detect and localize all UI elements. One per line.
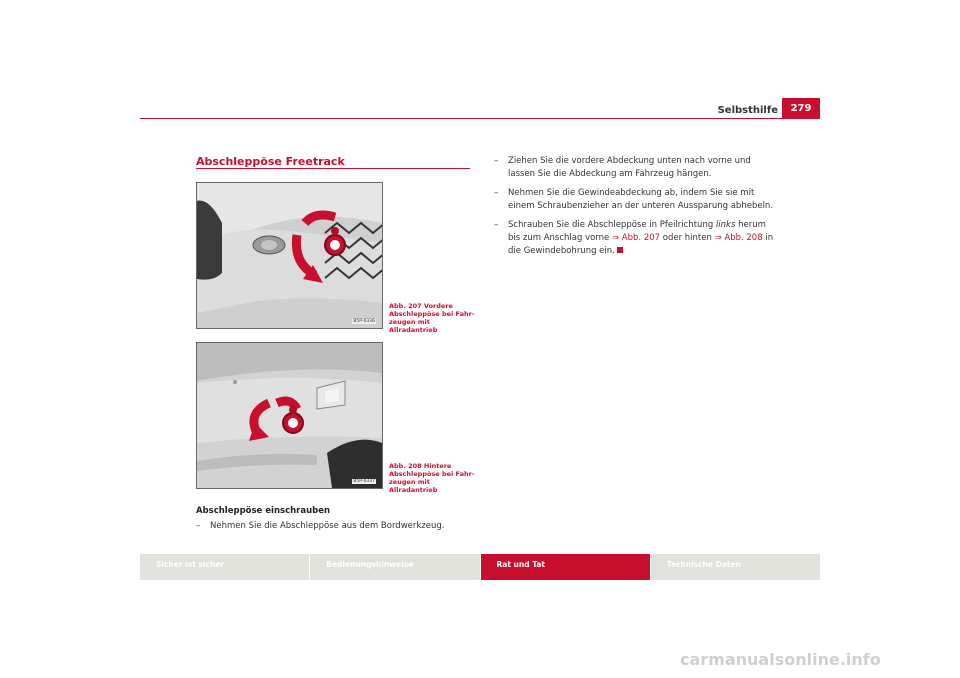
tab-bedienungshinweise[interactable]: Bedienungshinweise	[310, 554, 479, 580]
figure-code: B5P-0337	[353, 479, 375, 484]
step-text: Ziehen Sie die vordere Abdeckung unten nach vorne und lassen Sie die Abdeckung am Fahrzeug hängen.	[508, 156, 751, 179]
instruction-step	[494, 219, 774, 258]
step-dash: –	[494, 156, 499, 166]
header-title: Selbsthilfe	[717, 105, 778, 116]
end-of-section-icon	[617, 247, 623, 253]
instruction-step	[196, 520, 466, 533]
step-text	[494, 219, 774, 258]
subheading: Abschleppöse einschrauben	[196, 506, 331, 516]
step-dash: –	[494, 188, 499, 198]
figure-caption: Abb. 208 Hintere Abschleppöse bei Fahr-zeugen mit Allradantrieb	[389, 462, 475, 494]
footer-nav	[140, 554, 820, 580]
step-text: Nehmen Sie die Abschleppöse aus dem Bordwerkzeug.	[210, 521, 445, 531]
tab-rat-und-tat[interactable]: Rat und Tat	[481, 554, 650, 580]
step-text-part: Schrauben Sie die Abschleppöse in Pfeilrichtung	[508, 220, 716, 230]
figure-rear-tow-eye	[196, 342, 383, 489]
section-rule	[196, 168, 470, 169]
figure-front-tow-eye	[196, 182, 383, 329]
figure-reference-link[interactable]: ⇒ Abb. 207	[611, 233, 661, 243]
figure-reference-link[interactable]: ⇒ Abb. 208	[714, 233, 763, 243]
step-text-part: herum bis zum Anschlag vorne	[508, 220, 766, 243]
step-text-part: in die Gewindebohrung ein.	[508, 233, 774, 256]
watermark: carmanualsonline.info	[680, 650, 881, 669]
step-text: Nehmen Sie die Gewindeabdeckung ab, indem Sie sie mit einem Schraubenzieher an der unteren Aussparung abhebeln.	[508, 188, 774, 211]
figure-code: B5P-0336	[353, 319, 375, 324]
instruction-step	[494, 155, 774, 181]
figure-caption: Abb. 207 Vordere Abschleppöse bei Fahr-zeugen mit Allradantrieb	[389, 302, 475, 334]
step-dash: –	[494, 220, 499, 230]
tab-technische-daten[interactable]: Technische Daten	[651, 554, 820, 580]
rear-bumper-illustration	[197, 343, 382, 488]
emphasis-text: links	[715, 220, 736, 230]
tab-sicher-ist-sicher[interactable]: Sicher ist sicher	[140, 554, 309, 580]
header-rule	[140, 118, 820, 119]
step-dash: –	[196, 521, 201, 531]
instruction-step	[494, 187, 774, 213]
page-number: 279	[782, 98, 820, 118]
front-bumper-illustration	[197, 183, 382, 328]
section-title: Abschleppöse Freetrack	[196, 155, 345, 168]
step-text-part: oder hinten	[660, 233, 715, 243]
